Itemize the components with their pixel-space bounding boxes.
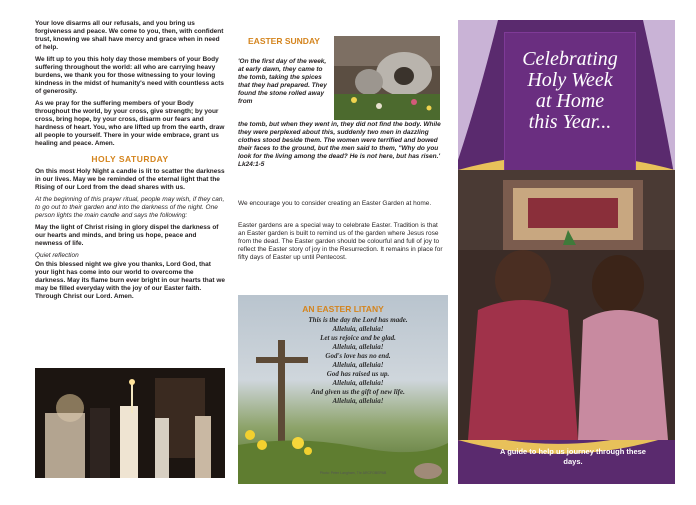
easter-garden-tomb-photo [334, 36, 440, 120]
easter-garden-description: Easter gardens are a special way to celebrate Easter. Tradition is that an Easter garden is built to remind us of the garden where Jesus rose from the dead. The Easter garden should be colourful and full of joy to reflect the Easter story of joy in the Resurrection. It remains in place for fifty days of Easter up until Pentecost. [238, 222, 443, 261]
left-panel [35, 20, 225, 484]
middle-panel [238, 20, 448, 484]
cover-title-box [504, 32, 636, 184]
photo-credit: Photo: Peter Langham, Thr ARCFOBEPAB [319, 471, 387, 475]
prayer-paragraph-2: We lift up to you this holy day those members of your Body suffering throughout the world: all who are carrying heavy burdens, we thank you for those witnessing to your loving kindness in the midst of humanity's need with countless acts of generosity. [35, 56, 224, 95]
litany-line: Let us rejoice and be glad. [320, 334, 396, 342]
litany-line: This is the day the Lord has made. [308, 316, 408, 324]
easter-vigil-photo [35, 368, 225, 478]
scripture-passage-end: the tomb, but when they went in, they did not find the body. While they were perplexed about this, suddenly two men in dazzling clothes stood beside them. The women were terrified and bowed their faces to the ground, but the men said to them, "Why do you look for the living among the dead? He is not here, but has risen.' Lk24:1-5 [238, 121, 441, 168]
easter-litany-cross-image [238, 295, 448, 484]
litany-verses [278, 316, 438, 406]
cover-subtitle: A guide to help us journey through these days. [500, 447, 646, 466]
prayer-paragraph-1: Your love disarms all our refusals, and you bring us forgiveness and peace. We come to you, then, with confident trust, knowing we shall have mercy and grace when in need of help. [35, 20, 224, 51]
litany-line: And given us the gift of new life. [311, 388, 405, 396]
litany-line: God's love has no end. [325, 352, 391, 360]
children-watching-mass-photo [458, 170, 675, 440]
cover-panel [458, 20, 675, 484]
vigil-illustration [35, 368, 225, 478]
closing-prayer: On this blessed night we give you thanks, Lord God, that your light has come into our world to overcome the darkness. May its flame burn ever bright in our hearts that we may be filled everyday with the joy of our Easter faith. Through Christ our Lord. Amen. [35, 261, 225, 300]
litany-line: God has raised us up. [326, 370, 390, 378]
quiet-reflection-label: Quiet reflection [35, 252, 79, 259]
cover-title-line: at Home [535, 90, 605, 112]
litany-line: Alleluia, alleluia! [332, 325, 384, 333]
cover-title-line: this Year... [528, 111, 612, 133]
prayer-paragraph-3: As we pray for the suffering members of your Body throughout the world, by your cross, give strength; by your cross, bring hope, by your cross, disarm our fears and hardness of heart. You, who are lifted up from the earth, draw all people to yourself. There in your wide embrace, grant us healing and peace. Amen. [35, 100, 225, 147]
easter-sunday-heading: EASTER SUNDAY [248, 36, 320, 46]
litany-line: Alleluia, alleluia! [332, 343, 384, 351]
scripture-passage-start: 'On the first day of the week, at early dawn, they came to the tomb, taking the spices that they had prepared. They found the stone rolled away from [238, 58, 327, 105]
holy-saturday-instructions: At the beginning of this prayer ritual, people may wish, if they can, to go out to their garden and into the darkness of the night. One person lights the main candle and says the following: [35, 196, 225, 219]
tomb-illustration [334, 36, 440, 120]
litany-line: Alleluia, alleluia! [332, 397, 384, 405]
holy-saturday-intro: On this most Holy Night a candle is lit to scatter the darkness in our lives. May we be reminded of the eternal light that the Rising of our Lord from the dead shares with us. [35, 168, 225, 191]
light-of-christ-prayer: May the light of Christ rising in glory dispel the darkness of our hearts and minds, and bring us hope, peace and newness of life. [35, 224, 219, 247]
cover-title-line: Holy Week [527, 69, 613, 91]
litany-line: Alleluia, alleluia! [332, 379, 384, 387]
cover-title-line: Celebrating [522, 48, 618, 70]
litany-line: Alleluia, alleluia! [332, 361, 384, 369]
easter-garden-encouragement: We encourage you to consider creating an Easter Garden at home. [238, 200, 432, 207]
easter-litany-heading: AN EASTER LITANY [302, 304, 384, 314]
holy-saturday-heading: HOLY SATURDAY [91, 154, 169, 164]
children-illustration [458, 170, 675, 440]
